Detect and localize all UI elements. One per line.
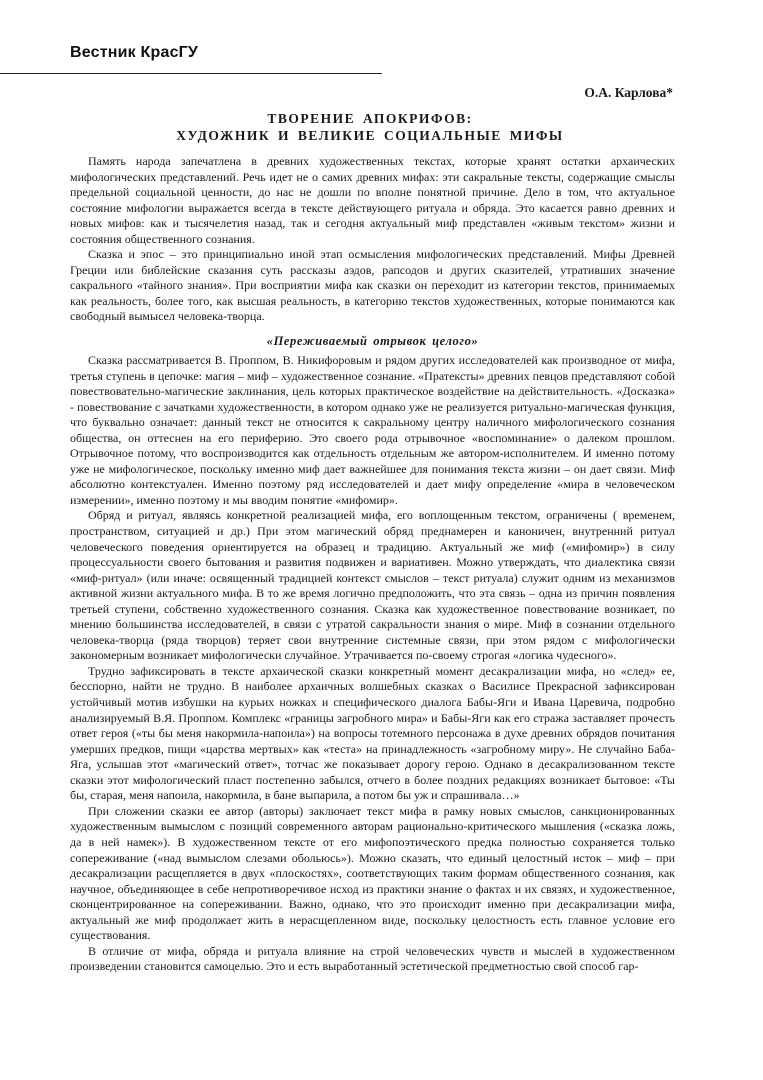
section-subheading: «Переживаемый отрывок целого» (266, 334, 479, 348)
paragraph: Сказка и эпос – это принципиально иной этап осмысления мифологических представлений. Мифы Древней Греции или библейские сказания суть рассказы аэдов, рапсодов и других сказителей, утративших значение сакрального «тайного знания». При восприятии мифа как сказки он переходит из категории текстов, принимаемых как реальность, более того, как высшая реальность, в категорию текстов художественных, которые понимаются как свободный вымысел человека-творца. (70, 247, 675, 324)
paragraph: Трудно зафиксировать в тексте архаической сказки конкретный момент десакрализации мифа, но «след» ее, бесспорно, найти не трудно. В наиболее архаичных волшебных сказках о Василисе Прекрасной зафиксирован устойчивый мотив избушки на курьих ножках и специфического диалога Бабы-Яги и Ивана Царевича, подробно анализируемый В.Я. Проппом. Комплекс «границы загробного мира» и Бабы-Яги как его стража заставляет прочесть ответ героя («ты бы меня накормила-напоила») на вопросы тотемного персонажа в духе древних обрядов почитания умерших предков, пищи «царства мертвых» как «теста» на принадлежность «загробному миру». Не случайно Баба-Яга, услышав этот «магический ответ», тотчас же показывает дорогу герою. Однако в десакрализованном тексте сказки этот мифологический пласт постепенно забылся, отчего в более поздних редакциях возникает бытовое: «Ты бы, старая, меня напоила, накормила, в бане выпарила, а потом бы уж и спрашивала…» (70, 663, 675, 803)
intro-section (70, 154, 675, 325)
author-name: О.А. Карлова* (584, 85, 673, 100)
journal-name: Вестник КрасГУ (70, 44, 199, 61)
article-title-line-1: ТВОРЕНИЕ АПОКРИФОВ: (267, 111, 473, 126)
header-rule (0, 73, 382, 74)
paragraph: При сложении сказки ее автор (авторы) заключает текст мифа в рамку новых смыслов, санкционированных художественным вымыслом с позиций современного авторам рационально-критического мышления («сказка ложь, да в ней намек»). В художественном тексте от его мифопоэтического предка полностью сохраняется только сопереживание («над вымыслом слезами обольюсь»). Можно сказать, что единый целостный исток – миф – при десакрализации расщепляется в двух «плоскостях», соответствующих таким формам общественного сознания, как научное, объединяющее в себе непротиворечивое исход из практики знание о фактах и их связях, и художественное, сконцентрированное на сопереживании. Важно, однако, что это происходит именно при десакрализации мифа, актуальный же миф продолжает жить в нерасщепленном виде, поскольку целостность есть главное условие его существования. (70, 803, 675, 943)
paragraph: Сказка рассматривается В. Проппом, В. Никифоровым и рядом других исследователей как производное от мифа, третья ступень в цепочке: магия – миф – художественное сознание. «Пратексты» древних певцов представляют собой повествовательно-магические заклинания, цель которых практическое воздействие на действительность. «Досказка» - повествование с зачатками художественности, в котором однако уже не реализуется ритуально-магическая функция, что буквально означает: данный текст не относится к сакральному центру наличного мифологического сознания общества, он оттеснен на его периферию. Это своего рода отрывочное «воспоминание» о далеком прошлом. Отрывочное потому, что воспроизводится как отдельность отдельным же автором-исполнителем. И именно потому уже не мифологическое, поскольку именно миф дает важнейшее для понимания текста жизни – он дает связи. Миф абсолютно контекстуален. Именно поэтому ряд исследователей и дает мифу определение «мира в человеческом измерении», именно поэтому и мы вводим понятие «мифомир». (70, 353, 675, 507)
paragraph: Обряд и ритуал, являясь конкретной реализацией мифа, его воплощенным текстом, ограничены ( временем, пространством, ситуацией и др.) При этом магический обряд преднамерен и каноничен, внутренний ритуал человеческого поведения ориентируется на образец и традицию. Актуальный же миф («мифомир») в силу процессуальности своего бытования и развития подвижен и вариативен. Можно утверждать, что диалектика связи «миф-ритуал» (или иначе: освященный традицией контекст смыслов – текст ритуала) служит одним из механизмов активной жизни актуального мифа. В то же время логично предположить, что эта связь – одна из причин появления третьей ступени, собственно художественного сознания. Сказка как художественное повествование возникает, по мнению большинства исследователей, в связи с утратой сакральности знания о мире. Миф в сознании отдельного человека-творца (ряда творцов) теряет свои внутренние системные связи, при этом рядом с мифологически закономерным возникает мифологически случайное. Утрачивается по-своему строгая «логика чудесного». (70, 508, 675, 663)
paragraph: В отличие от мифа, обряда и ритуала влияние на строй человеческих чувств и мыслей в художественном произведении становится самоцелью. Это и есть выработанный эстетической предметностью свой способ гар- (70, 943, 675, 974)
paragraph: Память народа запечатлена в древних художественных текстах, которые хранят остатки архаических мифологических представлений. Речь идет не о самих древних мифах: эти сакральные тексты, содержащие смыслы предельной социальной ценности, до нас не дошли по вполне понятной причине. Дело в том, что актуальное состояние мифологии выражается всегда в тексте действующего ритуала и обряда. Это касается равно древних и новых мифов: как и тысячелетия назад, так и сегодня актуальный миф представлен «живым текстом» жизни и состояния общественного сознания. (70, 154, 675, 246)
main-section (70, 353, 675, 975)
article-title-line-2: ХУДОЖНИК И ВЕЛИКИЕ СОЦИАЛЬНЫЕ МИФЫ (176, 128, 564, 143)
